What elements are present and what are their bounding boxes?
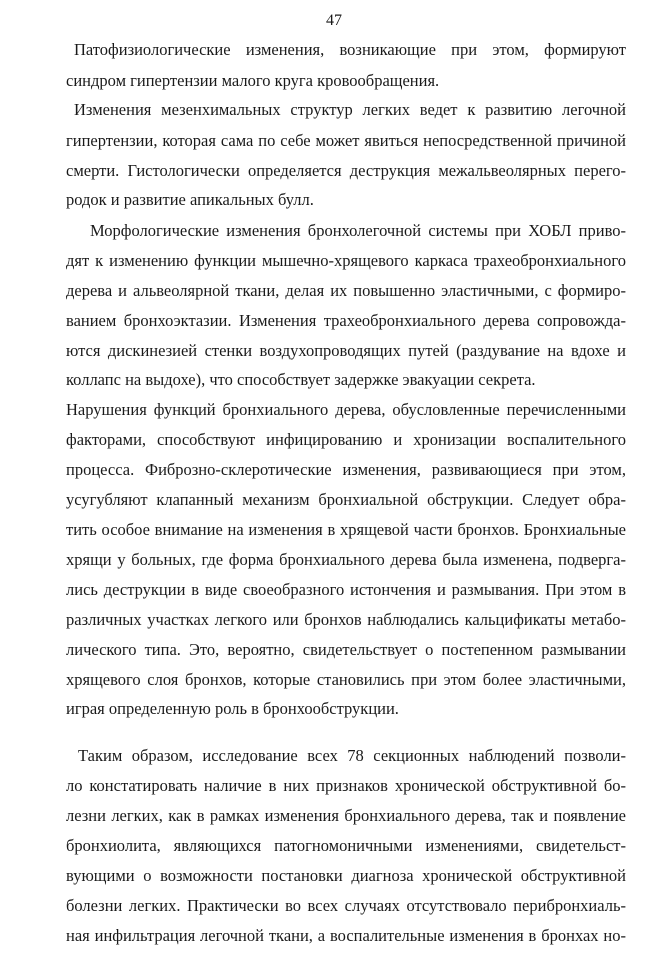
text-line: коллапс на выдохе), что способствует задержке эвакуации секрета.: [66, 370, 536, 389]
text-line: дят к изменению функции мышечно-хрящевого каркаса трахеобронхиального: [66, 251, 626, 270]
text-line: лического типа. Это, вероятно, свидетельствует о постепенном размывании: [66, 640, 626, 659]
text-line: синдром гипертензии малого круга кровообращения.: [66, 71, 440, 90]
text-line: хрящевого слоя бронхов, которые становились при этом более эластичными,: [66, 670, 626, 689]
text-line: различных участках легкого или бронхов наблюдались кальцификаты метабо-: [66, 610, 626, 629]
text-line: болезни легких. Практически во всех случаях отсутствовало перибронхиаль-: [66, 896, 626, 915]
text-line: ло констатировать наличие в них признаков хронической обструктивной бо-: [66, 776, 626, 795]
text-line: бронхиолита, являющихся патогномоничными изменениями, свидетельст-: [66, 836, 626, 855]
text-line: лись деструкции в виде своеобразного истончения и размывания. При этом в: [66, 580, 626, 599]
text-line: Морфологические изменения бронхолегочной системы при ХОБЛ приво-: [90, 221, 626, 240]
text-line: вующими о возможности постановки диагноза хронической обструктивной: [66, 866, 626, 885]
text-line: ются дискинезией стенки воздухопроводящих путей (раздувание на вдохе и: [66, 341, 626, 360]
text-line: гипертензии, которая сама по себе может явиться непосредственной причиной: [66, 131, 626, 150]
text-line: тить особое внимание на изменения в хрящевой части бронхов. Бронхиальные: [66, 520, 626, 539]
text-line: факторами, способствуют инфицированию и хронизации воспалительного: [66, 430, 626, 449]
text-line: ная инфильтрация легочной ткани, а воспалительные изменения в бронхах но-: [66, 926, 626, 945]
text-line: Нарушения функций бронхиального дерева, обусловленные перечисленными: [66, 400, 626, 419]
text-line: Изменения мезенхимальных структур легких ведет к развитию легочной: [74, 100, 626, 119]
page-number: 47: [326, 12, 342, 29]
text-line: ванием бронхоэктазии. Изменения трахеобронхиального дерева сопровожда-: [66, 311, 626, 330]
text-line: процесса. Фиброзно-склеротические изменения, развивающиеся при этом,: [66, 460, 626, 479]
text-line: родок и развитие апикальных булл.: [66, 190, 314, 209]
text-line: лезни легких, как в рамках изменения бронхиального дерева, так и появление: [66, 806, 626, 825]
text-line: смерти. Гистологически определяется деструкция межальвеолярных перего-: [66, 161, 626, 180]
text-line: хрящи у больных, где форма бронхиального дерева была изменена, подверга-: [66, 550, 626, 569]
text-line: Таким образом, исследование всех 78 секционных наблюдений позволи-: [78, 746, 626, 765]
text-line: дерева и альвеолярной ткани, делая их повышенно эластичными, с формиро-: [66, 281, 626, 300]
text-line: усугубляют клапанный механизм бронхиальной обструкции. Следует обра-: [66, 490, 626, 509]
text-line: Патофизиологические изменения, возникающие при этом, формируют: [74, 40, 626, 59]
text-line: играя определенную роль в бронхообструкции.: [66, 699, 399, 718]
